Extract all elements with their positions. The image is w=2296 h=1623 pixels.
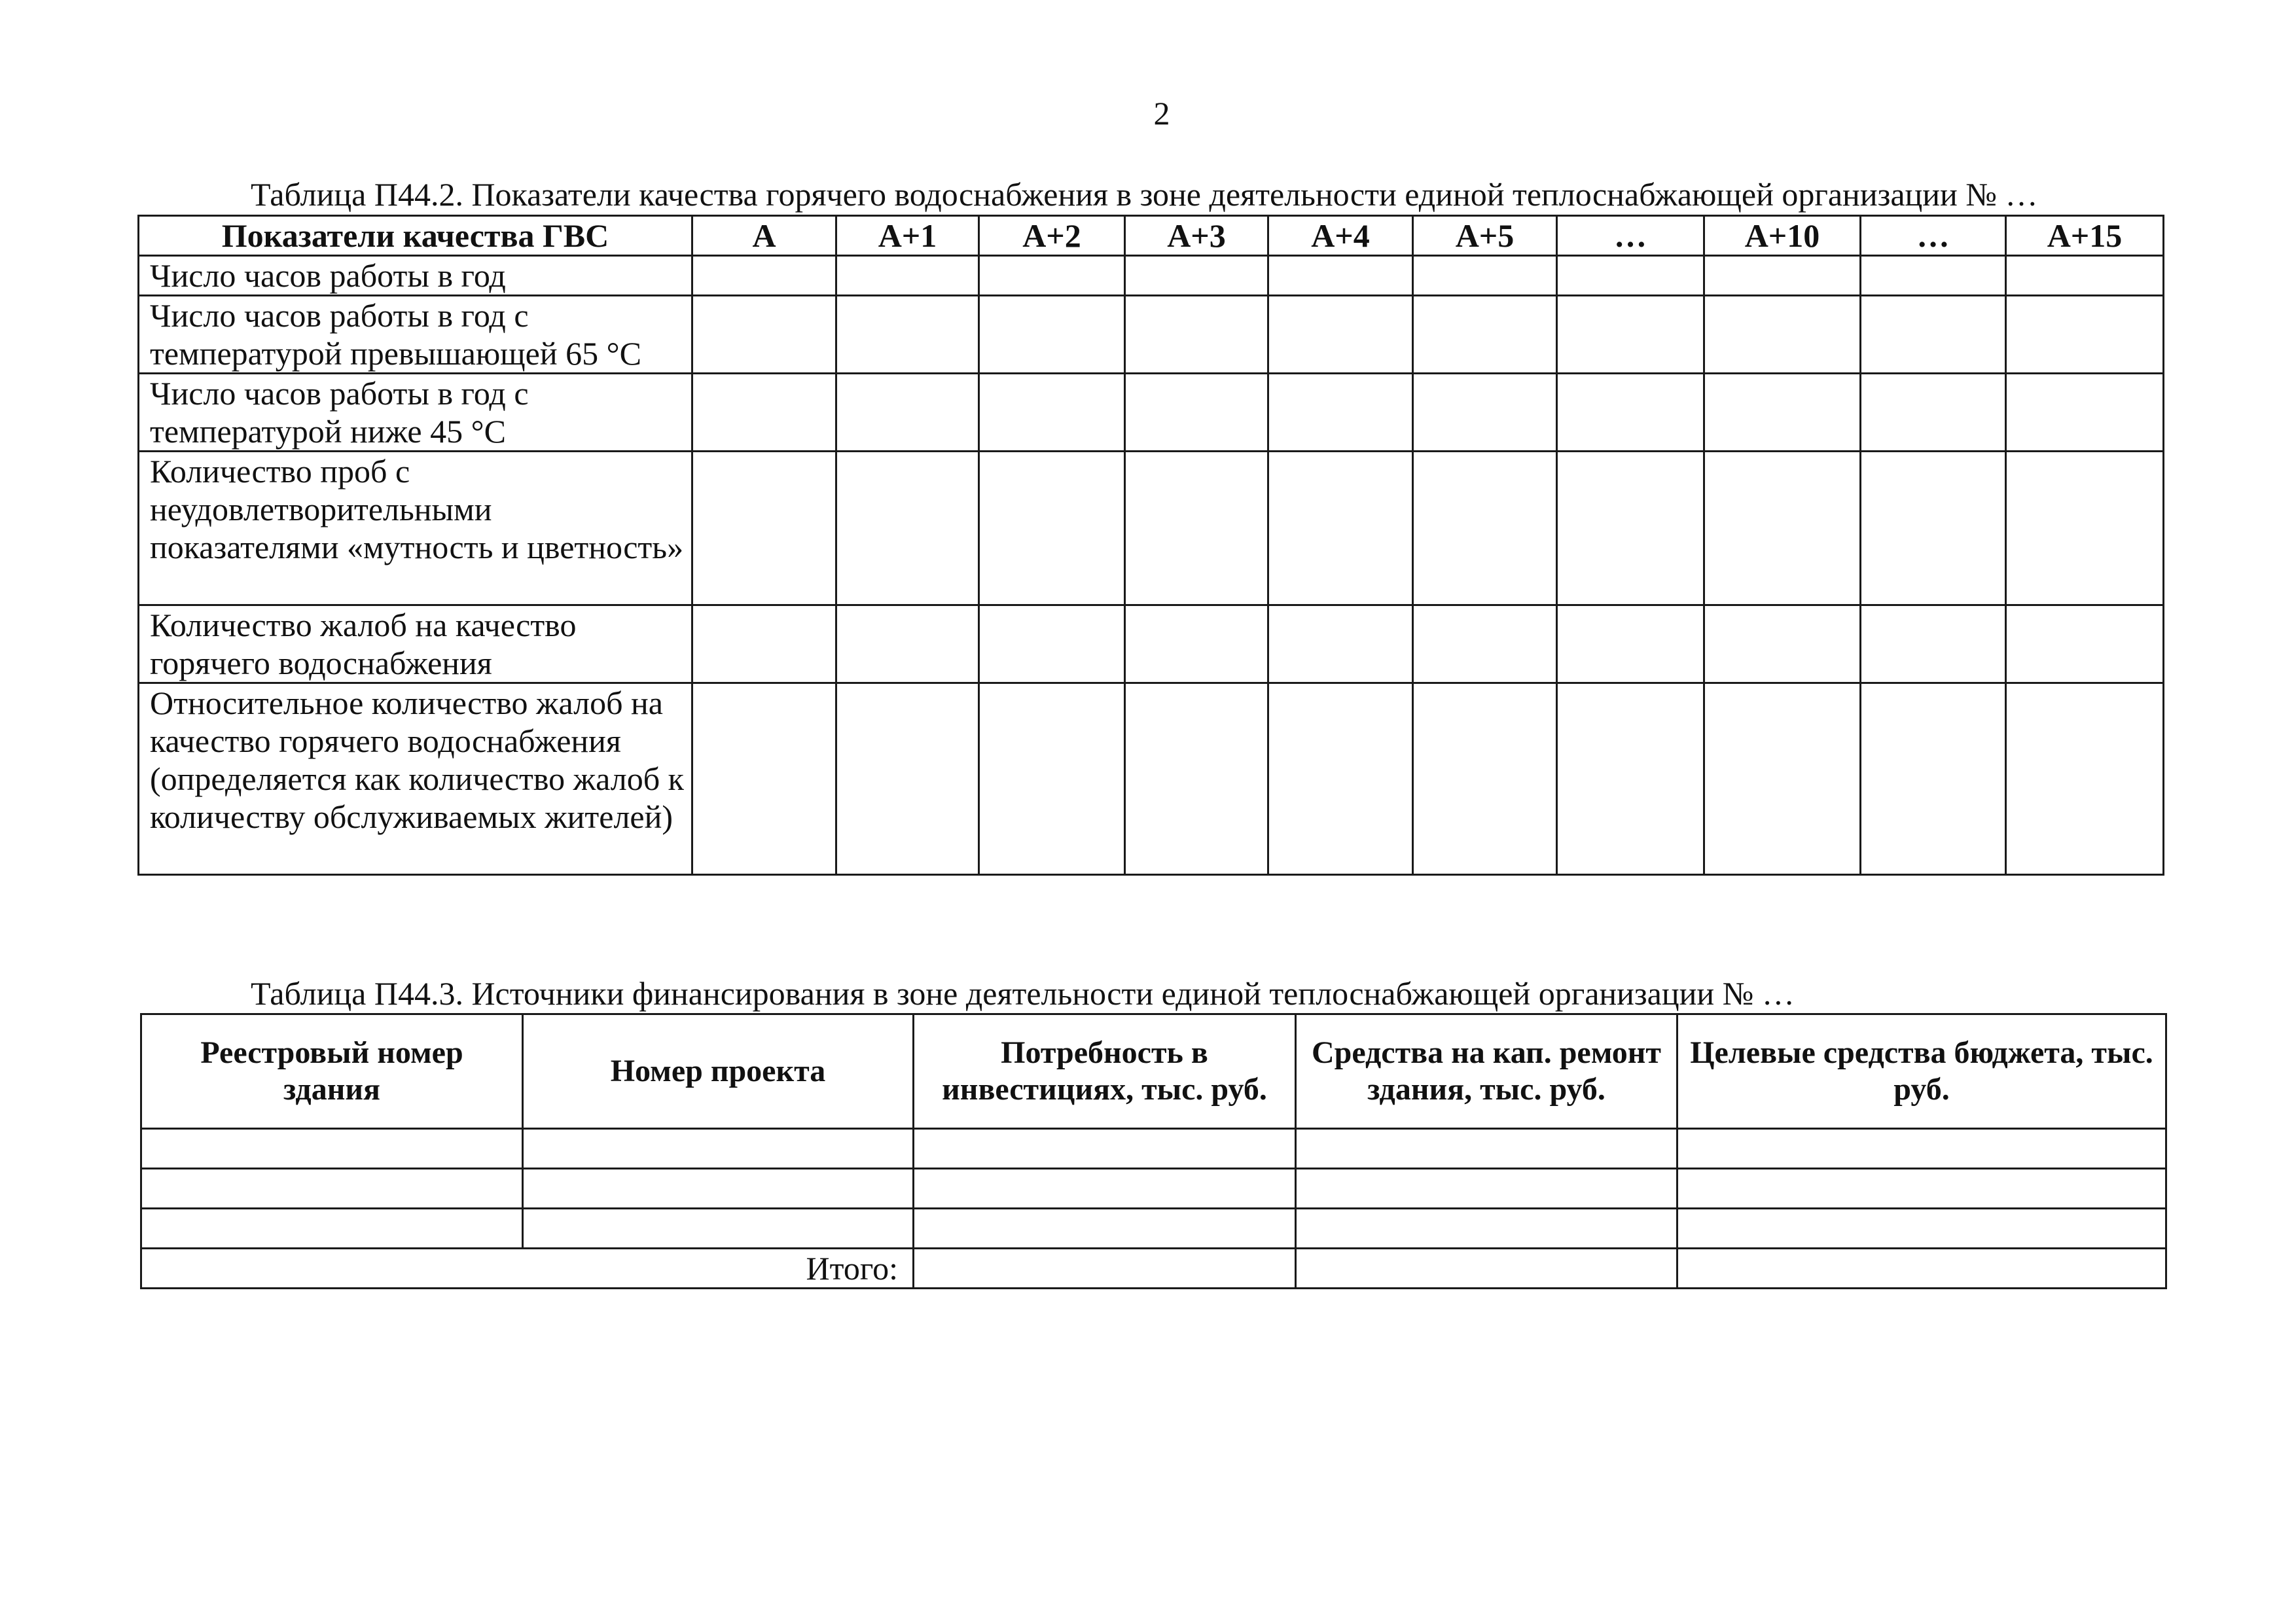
empty-cell (914, 1209, 1296, 1249)
empty-cell (692, 452, 836, 605)
row-label: Относительное количество жалоб на качество горячего водоснабжения (определяется как количество жалоб к количеству обслуживаемых жителей) (139, 683, 692, 875)
table-row (139, 296, 2164, 374)
header-indicator: Показатели качества ГВС (139, 216, 692, 256)
empty-cell (1296, 1209, 1677, 1249)
row-label: Число часов работы в год (139, 256, 692, 296)
empty-cell (836, 605, 979, 683)
empty-cell (914, 1129, 1296, 1169)
empty-cell (836, 256, 979, 296)
header-year: А+5 (1413, 216, 1557, 256)
header-year: А+15 (2006, 216, 2164, 256)
hot-water-quality-table (137, 215, 2164, 876)
row-label: Число часов работы в год с температурой ниже 45 °С (139, 374, 692, 452)
empty-cell (979, 374, 1125, 452)
empty-cell (979, 296, 1125, 374)
table-header-row (139, 216, 2164, 256)
empty-cell (1413, 374, 1557, 452)
empty-cell (914, 1169, 1296, 1209)
empty-cell (1861, 605, 2006, 683)
header-investment-need: Потребность в инвестициях, тыс. руб. (914, 1014, 1296, 1129)
header-project-number: Номер проекта (523, 1014, 914, 1129)
total-row (141, 1249, 2166, 1289)
empty-cell (2006, 256, 2164, 296)
row-label: Число часов работы в год с температурой превышающей 65 °С (139, 296, 692, 374)
row-label: Количество проб с неудовлетворительными показателями «мутность и цветность» (139, 452, 692, 605)
empty-cell (1413, 452, 1557, 605)
table-caption-quality: Таблица П44.2. Показатели качества горячего водоснабжения в зоне деятельности единой теплоснабжающей организации № … (251, 176, 2038, 213)
empty-cell (1268, 452, 1413, 605)
header-year: А+10 (1704, 216, 1861, 256)
empty-cell (1861, 256, 2006, 296)
empty-cell (979, 452, 1125, 605)
financing-sources-table (140, 1013, 2167, 1289)
empty-cell (1704, 452, 1861, 605)
empty-cell (1268, 296, 1413, 374)
header-year: А+1 (836, 216, 979, 256)
empty-cell (836, 374, 979, 452)
empty-cell (141, 1169, 523, 1209)
empty-cell (979, 683, 1125, 875)
header-year: А+3 (1125, 216, 1268, 256)
table-row (141, 1209, 2166, 1249)
page-number: 2 (1153, 95, 1170, 132)
empty-cell (979, 605, 1125, 683)
empty-cell (1704, 296, 1861, 374)
empty-cell (141, 1209, 523, 1249)
empty-cell (1125, 452, 1268, 605)
header-registry-number: Реестровый номер здания (141, 1014, 523, 1129)
empty-cell (692, 605, 836, 683)
empty-cell (523, 1129, 914, 1169)
empty-cell (1125, 296, 1268, 374)
empty-cell (1296, 1249, 1677, 1289)
empty-cell (2006, 452, 2164, 605)
header-year: … (1557, 216, 1704, 256)
empty-cell (1413, 605, 1557, 683)
empty-cell (1861, 683, 2006, 875)
empty-cell (2006, 374, 2164, 452)
header-capital-repair-funds: Средства на кап. ремонт здания, тыс. руб. (1296, 1014, 1677, 1129)
empty-cell (1557, 296, 1704, 374)
total-label: Итого: (141, 1249, 914, 1289)
empty-cell (1704, 683, 1861, 875)
table-row (139, 452, 2164, 605)
empty-cell (836, 296, 979, 374)
empty-cell (1557, 256, 1704, 296)
empty-cell (1268, 374, 1413, 452)
empty-cell (979, 256, 1125, 296)
empty-cell (692, 296, 836, 374)
empty-cell (1677, 1129, 2166, 1169)
empty-cell (1704, 256, 1861, 296)
empty-cell (1557, 683, 1704, 875)
empty-cell (836, 452, 979, 605)
header-year: А+2 (979, 216, 1125, 256)
empty-cell (1413, 256, 1557, 296)
header-budget-funds: Целевые средства бюджета, тыс. руб. (1677, 1014, 2166, 1129)
table-header-row (141, 1014, 2166, 1129)
empty-cell (1413, 683, 1557, 875)
empty-cell (692, 256, 836, 296)
empty-cell (2006, 296, 2164, 374)
empty-cell (1125, 374, 1268, 452)
row-label: Количество жалоб на качество горячего водоснабжения (139, 605, 692, 683)
header-year: А+4 (1268, 216, 1413, 256)
empty-cell (1861, 374, 2006, 452)
empty-cell (1268, 605, 1413, 683)
empty-cell (1557, 605, 1704, 683)
empty-cell (914, 1249, 1296, 1289)
table-row (141, 1169, 2166, 1209)
table-row (139, 605, 2164, 683)
empty-cell (1704, 605, 1861, 683)
empty-cell (1677, 1169, 2166, 1209)
table-row (139, 256, 2164, 296)
table-row (139, 374, 2164, 452)
empty-cell (1125, 683, 1268, 875)
empty-cell (1557, 452, 1704, 605)
empty-cell (836, 683, 979, 875)
empty-cell (1704, 374, 1861, 452)
table-row (139, 683, 2164, 875)
empty-cell (1296, 1129, 1677, 1169)
header-year: А (692, 216, 836, 256)
empty-cell (1413, 296, 1557, 374)
empty-cell (692, 683, 836, 875)
empty-cell (1125, 605, 1268, 683)
empty-cell (1296, 1169, 1677, 1209)
empty-cell (523, 1169, 914, 1209)
empty-cell (1125, 256, 1268, 296)
empty-cell (1861, 452, 2006, 605)
header-year: … (1861, 216, 2006, 256)
table-caption-financing: Таблица П44.3. Источники финансирования в зоне деятельности единой теплоснабжающей организации № … (251, 975, 1795, 1012)
empty-cell (1268, 256, 1413, 296)
empty-cell (1557, 374, 1704, 452)
empty-cell (1861, 296, 2006, 374)
empty-cell (1268, 683, 1413, 875)
table-row (141, 1129, 2166, 1169)
empty-cell (1677, 1209, 2166, 1249)
empty-cell (692, 374, 836, 452)
empty-cell (523, 1209, 914, 1249)
empty-cell (141, 1129, 523, 1169)
empty-cell (2006, 683, 2164, 875)
empty-cell (2006, 605, 2164, 683)
empty-cell (1677, 1249, 2166, 1289)
